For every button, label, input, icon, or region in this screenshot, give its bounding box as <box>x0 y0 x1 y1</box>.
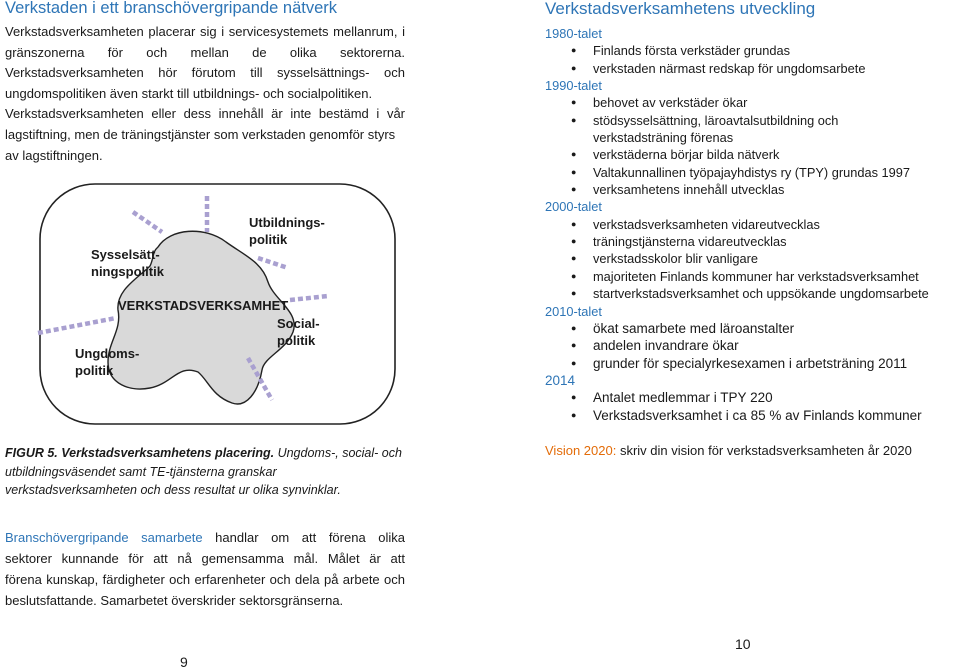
timeline-item: ● andelen invandrare ökar <box>571 338 739 354</box>
label-youth-policy <box>75 345 139 379</box>
caption-line: verkstadsverksamheten och dess resultat ur olika synvinklar. <box>5 483 341 498</box>
timeline-item: ● verkstadsskolor blir vanligare <box>571 251 759 267</box>
intro-line: Verkstadsverksamheten placerar sig i servicesystemets mellanrum, i <box>5 24 405 39</box>
timeline-period: 2014 <box>545 372 576 388</box>
bullet-icon: ● <box>571 45 577 56</box>
timeline-item: ● Valtakunnallinen työpajayhdistys ry (TPY) grundas 1997 <box>571 164 911 180</box>
label-line: ningspolitik <box>91 264 164 279</box>
bullet-icon: ● <box>571 184 577 195</box>
timeline <box>545 25 950 424</box>
dash-line <box>38 318 116 333</box>
label-workshop-activity: VERKSTADSVERKSAMHET <box>118 298 289 313</box>
timeline-item-continuation: verkstadsträning förenas <box>593 130 734 146</box>
label-employment-policy <box>91 246 164 280</box>
intro-line: ungdomspolitiken även starkt till utbildnings- och socialpolitiken. <box>5 85 373 101</box>
dash-line <box>258 258 288 268</box>
dash-line <box>133 212 162 232</box>
collaboration-paragraph <box>5 527 405 611</box>
bullet-icon: ● <box>571 218 577 229</box>
timeline-item: ● verkstadsverksamheten vidareutvecklas <box>571 216 820 232</box>
bullet-icon: ● <box>571 288 577 299</box>
label-line: Utbildnings- <box>249 215 325 230</box>
bullet-icon: ● <box>571 253 577 264</box>
caption-title: FIGUR 5. Verkstadsverksamhetens placering. <box>5 446 275 460</box>
intro-line: lagstiftning, men de träningstjänster som verkstaden genomför styrs <box>5 126 396 142</box>
intro-line: Verkstadsverksamheten hör förutom till sysselsättnings- och <box>5 65 405 81</box>
timeline-item: ● verkstäderna börjar bilda nätverk <box>571 147 780 163</box>
bullet-icon: ● <box>571 322 577 333</box>
bullet-icon: ● <box>571 236 577 247</box>
timeline-item: ● majoriteten Finlands kommuner har verkstadsverksamhet <box>571 268 919 284</box>
timeline-period: 2000-talet <box>545 199 602 215</box>
bullet-icon: ● <box>571 340 577 351</box>
label-line: Social- <box>277 316 320 331</box>
timeline-period: 1980-talet <box>545 26 602 41</box>
collaboration-highlight: Branschövergripande samarbete <box>5 530 203 545</box>
policy-figure <box>0 0 420 430</box>
timeline-item: ● stödsysselsättning, läroavtalsutbildning och <box>571 112 839 128</box>
timeline-item: ● verkstaden närmast redskap för ungdomsarbete <box>571 60 866 76</box>
caption-line: utbildningsväsendet samt TE-tjänsterna granskar <box>5 464 277 479</box>
collaboration-line: förena kunskap, färdigheter och erfarenheter och dela på arbete och <box>5 572 405 587</box>
label-line: politik <box>75 363 114 378</box>
timeline-item: ● Verkstadsverksamhet i ca 85 % av Finlands kommuner <box>571 407 922 423</box>
timeline-period: 2010-talet <box>545 303 602 319</box>
figure-caption <box>5 444 415 500</box>
timeline-item: ● startverkstadsverksamhet och uppsökande ungdomsarbete <box>571 286 929 302</box>
bullet-icon: ● <box>571 149 577 160</box>
vision-line <box>545 443 912 458</box>
bullet-icon: ● <box>571 409 577 420</box>
collaboration-text: handlar om att förena olika <box>202 530 405 545</box>
page-number-right: 10 <box>735 636 751 652</box>
label-line: politik <box>277 333 316 348</box>
timeline-item: ● Finlands första verkstäder grundas <box>571 43 791 59</box>
vision-text: skriv din vision för verkstadsverksamheten år 2020 <box>616 443 912 458</box>
bullet-icon: ● <box>571 62 577 73</box>
label-social-policy <box>277 315 320 349</box>
caption-text: Ungdoms-, social- och <box>274 446 402 460</box>
timeline-item: ● verksamhetens innehåll utvecklas <box>571 182 785 198</box>
bullet-icon: ● <box>571 114 577 125</box>
intro-line: av lagstiftningen. <box>5 147 103 163</box>
bullet-icon: ● <box>571 97 577 108</box>
label-line: Sysselsätt- <box>91 247 160 262</box>
bullet-icon: ● <box>571 392 577 403</box>
page-number-left: 9 <box>180 654 188 670</box>
collaboration-line: sektorer kunnande för att nå gemensamma mål. Målet är att <box>5 551 405 566</box>
bullet-icon: ● <box>571 166 577 177</box>
collaboration-line: beslutsfattande. Samarbetet överskrider sektorsgränserna. <box>5 593 344 608</box>
label-line: Ungdoms- <box>75 346 140 361</box>
bullet-icon: ● <box>571 270 577 281</box>
label-line: politik <box>249 232 288 247</box>
timeline-item: ● träningstjänsterna vidareutvecklas <box>571 234 787 250</box>
bullet-icon: ● <box>571 357 577 368</box>
vision-label: Vision 2020: <box>545 443 617 458</box>
label-education-policy <box>249 214 325 248</box>
intro-line: gränszonerna för och mellan de olika sektorerna. <box>5 44 405 60</box>
right-title: Verkstadsverksamhetens utveckling <box>545 0 816 18</box>
timeline-item: ● ökat samarbete med läroanstalter <box>571 320 795 336</box>
timeline-period: 1990-talet <box>545 78 602 94</box>
intro-line: Verkstadsverksamheten eller dess innehåll är inte bestämd i vår <box>5 106 405 122</box>
timeline-item: ● behovet av verkstäder ökar <box>571 95 748 111</box>
timeline-item: ● Antalet medlemmar i TPY 220 <box>571 390 773 406</box>
timeline-item: ● grunder för specialyrkesexamen i arbetsträning 2011 <box>571 355 908 371</box>
dash-line <box>290 296 328 300</box>
left-title: Verkstaden i ett branschövergripande nätverk <box>5 0 338 17</box>
